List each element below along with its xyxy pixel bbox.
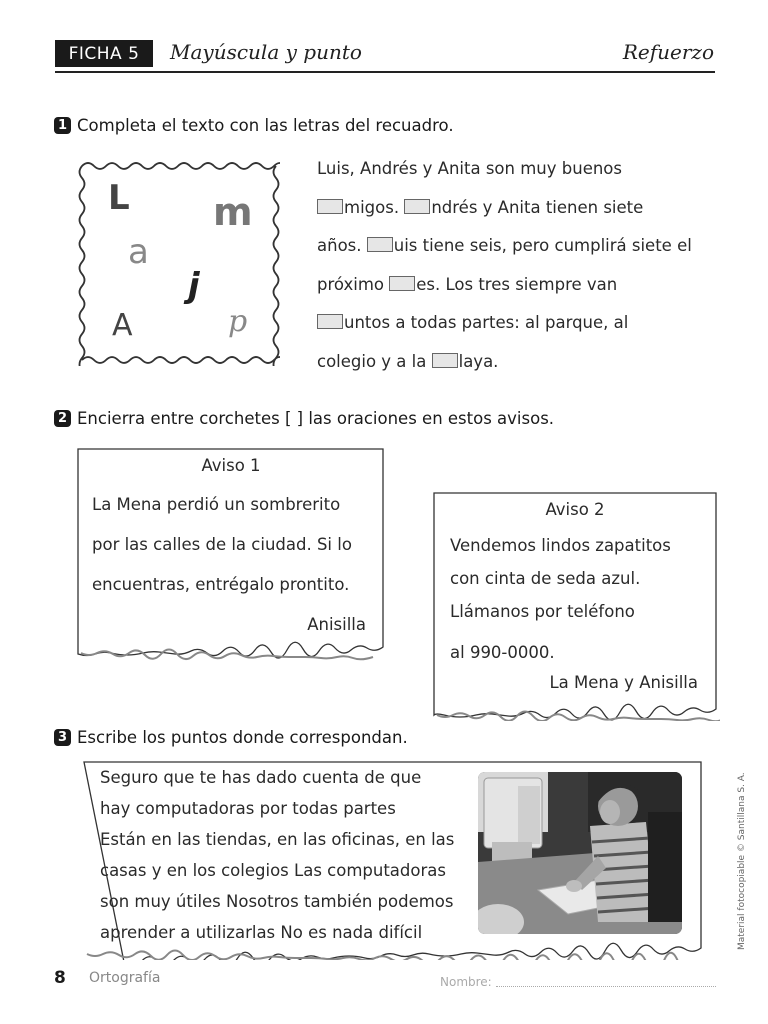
notice-title: Aviso 1 <box>201 456 261 475</box>
ficha-tag: FICHA 5 <box>55 40 153 67</box>
exercise-1-heading <box>54 116 454 135</box>
letter-j: j <box>188 266 200 306</box>
notice-title: Aviso 2 <box>545 500 605 519</box>
text-line: aprender a utilizarlas No es nada difícil <box>100 923 423 942</box>
notice-signature: Anisilla <box>307 615 366 634</box>
notice-line: La Mena perdió un sombrerito <box>92 495 341 514</box>
footer-section: Ortografía <box>89 970 161 986</box>
aviso-2 <box>434 491 716 697</box>
letter-box <box>78 160 280 366</box>
page-title: Mayúscula y punto <box>170 40 362 64</box>
text-line: próximo es. Los tres siempre van <box>317 274 618 294</box>
text-line: casas y en los colegios Las computadoras <box>100 861 446 880</box>
text-line: son muy útiles Nosotros también podemos <box>100 892 454 911</box>
blank-box[interactable] <box>404 199 430 214</box>
section-label: Refuerzo <box>622 40 714 64</box>
exercise-1-text <box>317 152 717 384</box>
exercise-number: 2 <box>54 410 71 427</box>
text-line: años. uis tiene seis, pero cumplirá siete el <box>317 236 692 256</box>
exercise-3-text <box>100 762 470 948</box>
exercise-instruction: Escribe los puntos donde correspondan. <box>77 728 408 747</box>
boy-at-computer-photo <box>478 772 682 934</box>
letter-p: p <box>228 304 248 339</box>
text-line: colegio y a la laya. <box>317 351 499 371</box>
page-number: 8 <box>54 968 66 988</box>
name-field[interactable] <box>496 986 716 987</box>
notice-line: encuentras, entrégalo prontito. <box>92 575 350 594</box>
exercise-3-heading <box>54 728 408 747</box>
letter-a: a <box>128 232 149 272</box>
blank-box[interactable] <box>389 276 415 291</box>
text-line: migos. ndrés y Anita tienen siete <box>317 191 717 230</box>
letter-L: L <box>108 178 130 218</box>
notice-body <box>450 529 716 669</box>
notice-line: Vendemos lindos zapatitos <box>450 536 671 555</box>
exercise-number: 1 <box>54 117 71 134</box>
letter-m: m <box>213 190 253 234</box>
aviso-1 <box>78 447 384 645</box>
header-rule <box>55 71 715 73</box>
text-line: hay computadoras por todas partes <box>100 799 396 818</box>
notice-line: por las calles de la ciudad. Si lo <box>92 535 352 554</box>
blank-box[interactable] <box>317 314 343 329</box>
letter-A: A <box>112 308 133 343</box>
exercise-instruction: Encierra entre corchetes [ ] las oraciones en estos avisos. <box>77 409 555 428</box>
exercise-instruction: Completa el texto con las letras del recuadro. <box>77 116 454 135</box>
blank-box[interactable] <box>367 237 393 252</box>
notice-signature: La Mena y Anisilla <box>549 673 698 692</box>
text-line: Están en las tiendas, en las oficinas, en las <box>100 830 455 849</box>
text-line: Seguro que te has dado cuenta de que <box>100 768 422 787</box>
name-label: Nombre: <box>440 975 492 989</box>
notice-body <box>92 485 384 605</box>
text-line: untos a todas partes: al parque, al <box>317 306 717 345</box>
exercise-2-heading <box>54 409 554 428</box>
notice-line: al 990-0000. <box>450 643 555 662</box>
exercise-number: 3 <box>54 729 71 746</box>
copyright-credit: Material fotocopiable © Santillana S. A. <box>737 772 747 950</box>
notice-line: con cinta de seda azul. <box>450 569 641 588</box>
notice-line: Llámanos por teléfono <box>450 602 635 621</box>
text-line: Luis, Andrés y Anita son muy buenos <box>317 159 622 178</box>
blank-box[interactable] <box>317 199 343 214</box>
blank-box[interactable] <box>432 353 458 368</box>
